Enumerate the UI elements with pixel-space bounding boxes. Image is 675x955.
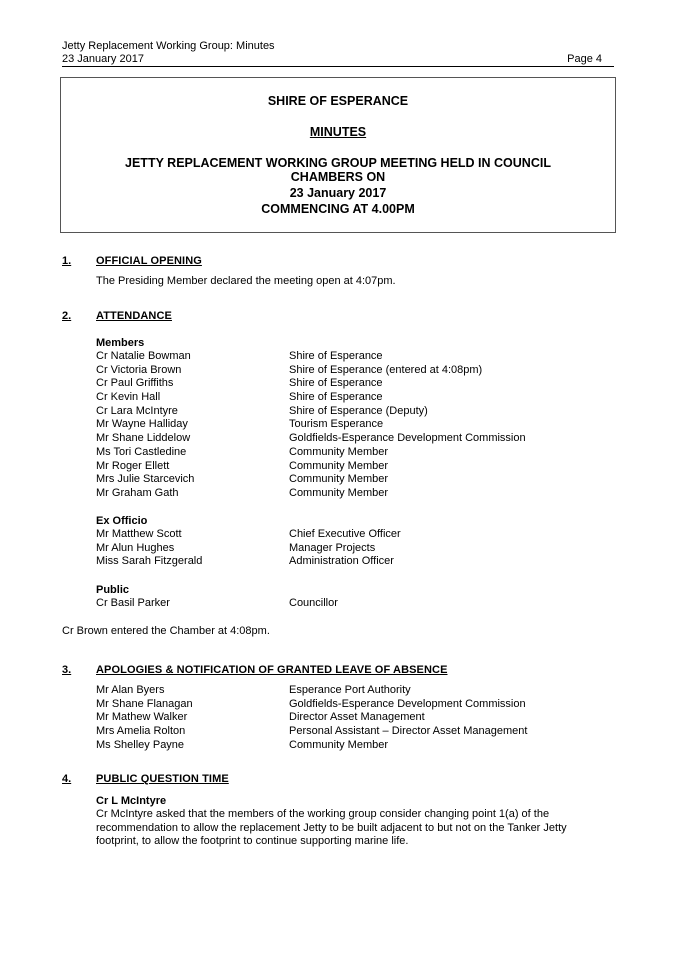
commencing-time: COMMENCING AT 4.00PM — [261, 202, 415, 216]
list-item — [96, 542, 616, 556]
member-name: Mr Alan Byers — [96, 684, 165, 696]
running-header-date: 23 January 2017 — [62, 53, 144, 65]
attendance-note: Cr Brown entered the Chamber at 4:08pm. — [62, 625, 270, 637]
ex-officio-list — [96, 528, 616, 569]
section-3-number: 3. — [62, 664, 72, 676]
section-2-title: ATTENDANCE — [96, 310, 172, 322]
section-1-number: 1. — [62, 255, 72, 267]
member-role: Personal Assistant – Director Asset Management — [289, 725, 528, 738]
member-role: Goldfields-Esperance Development Commission — [289, 697, 526, 710]
members-heading: Members — [96, 337, 145, 349]
member-role: Chief Executive Officer — [289, 528, 401, 540]
list-item — [96, 597, 616, 611]
apologies-list — [96, 684, 616, 752]
section-2-number: 2. — [62, 310, 72, 322]
ex-officio-heading: Ex Officio — [96, 515, 148, 527]
header-divider — [62, 66, 614, 67]
member-role: Shire of Esperance (entered at 4:08pm) — [289, 363, 483, 376]
member-name: Cr Victoria Brown — [96, 363, 182, 376]
running-header-title: Jetty Replacement Working Group: Minutes — [62, 40, 275, 52]
member-role: Goldfields-Esperance Development Commission — [289, 432, 526, 445]
member-role: Esperance Port Authority — [289, 684, 411, 696]
list-item — [96, 405, 616, 419]
member-name: Miss Sarah Fitzgerald — [96, 555, 203, 568]
list-item — [96, 418, 616, 432]
member-name: Ms Shelley Payne — [96, 738, 185, 751]
member-name: Mr Wayne Halliday — [96, 418, 188, 431]
member-name: Ms Tori Castledine — [96, 445, 187, 458]
public-heading: Public — [96, 584, 130, 596]
member-role: Community Member — [289, 486, 389, 499]
list-item — [96, 739, 616, 753]
member-role: Shire of Esperance — [289, 350, 383, 362]
member-role: Tourism Esperance — [289, 418, 384, 431]
speaker-heading: Cr L McIntyre — [96, 795, 167, 807]
member-role: Shire of Esperance — [289, 377, 383, 390]
list-item — [96, 473, 616, 487]
doc-type: MINUTES — [309, 125, 367, 139]
member-name: Mrs Amelia Rolton — [96, 725, 186, 738]
list-item — [96, 350, 616, 364]
list-item — [96, 684, 616, 698]
member-name: Cr Basil Parker — [96, 597, 170, 609]
meeting-line-1: JETTY REPLACEMENT WORKING GROUP MEETING HELD IN COUNCIL — [125, 156, 551, 170]
list-item — [96, 487, 616, 501]
member-name: Mr Roger Ellett — [96, 459, 170, 472]
list-item — [96, 698, 616, 712]
member-role: Community Member — [289, 459, 389, 472]
section-3-title: APOLOGIES & NOTIFICATION OF GRANTED LEAVE OF ABSENCE — [96, 664, 448, 676]
member-name: Mrs Julie Starcevich — [96, 473, 195, 486]
org-name: SHIRE OF ESPERANCE — [267, 94, 409, 108]
question-text — [96, 808, 616, 849]
member-role: Shire of Esperance — [289, 391, 383, 404]
list-item — [96, 391, 616, 405]
list-item — [96, 446, 616, 460]
member-role: Manager Projects — [289, 541, 376, 554]
member-name: Cr Lara McIntyre — [96, 404, 178, 417]
question-line: Cr McIntyre asked that the members of the working group consider changing point 1(a) of the — [96, 808, 550, 820]
list-item — [96, 711, 616, 725]
member-name: Mr Matthew Scott — [96, 528, 182, 540]
member-name: Mr Graham Gath — [96, 486, 179, 499]
list-item — [96, 432, 616, 446]
member-name: Cr Natalie Bowman — [96, 350, 191, 362]
member-role: Community Member — [289, 473, 389, 486]
list-item — [96, 460, 616, 474]
member-name: Mr Shane Liddelow — [96, 432, 191, 445]
members-list — [96, 350, 616, 501]
list-item — [96, 725, 616, 739]
section-4-title: PUBLIC QUESTION TIME — [96, 773, 229, 785]
member-role: Director Asset Management — [289, 711, 425, 724]
page-number: Page 4 — [567, 53, 602, 65]
list-item — [96, 364, 616, 378]
meeting-date: 23 January 2017 — [289, 186, 387, 200]
meeting-line-2: CHAMBERS ON — [290, 170, 386, 184]
question-line: footprint, to allow the footprint to continue supporting marine life. — [96, 835, 409, 848]
title-box — [60, 77, 616, 233]
member-name: Cr Paul Griffiths — [96, 377, 174, 390]
public-list — [96, 597, 616, 611]
member-name: Cr Kevin Hall — [96, 391, 161, 404]
list-item — [96, 528, 616, 542]
member-role: Shire of Esperance (Deputy) — [289, 404, 428, 417]
member-role: Administration Officer — [289, 555, 394, 568]
member-role: Community Member — [289, 738, 389, 751]
question-line: recommendation to allow the replacement Jetty to be built adjacent to but not on the Tanker Jetty — [96, 821, 567, 834]
list-item — [96, 377, 616, 391]
section-1-text: The Presiding Member declared the meeting open at 4:07pm. — [96, 275, 396, 287]
member-name: Mr Mathew Walker — [96, 711, 188, 724]
section-4-number: 4. — [62, 773, 72, 785]
list-item — [96, 555, 616, 569]
member-role: Community Member — [289, 445, 389, 458]
member-role: Councillor — [289, 597, 338, 609]
running-header-row — [62, 53, 614, 66]
member-name: Mr Shane Flanagan — [96, 697, 193, 710]
section-1-title: OFFICIAL OPENING — [96, 255, 202, 267]
member-name: Mr Alun Hughes — [96, 541, 175, 554]
